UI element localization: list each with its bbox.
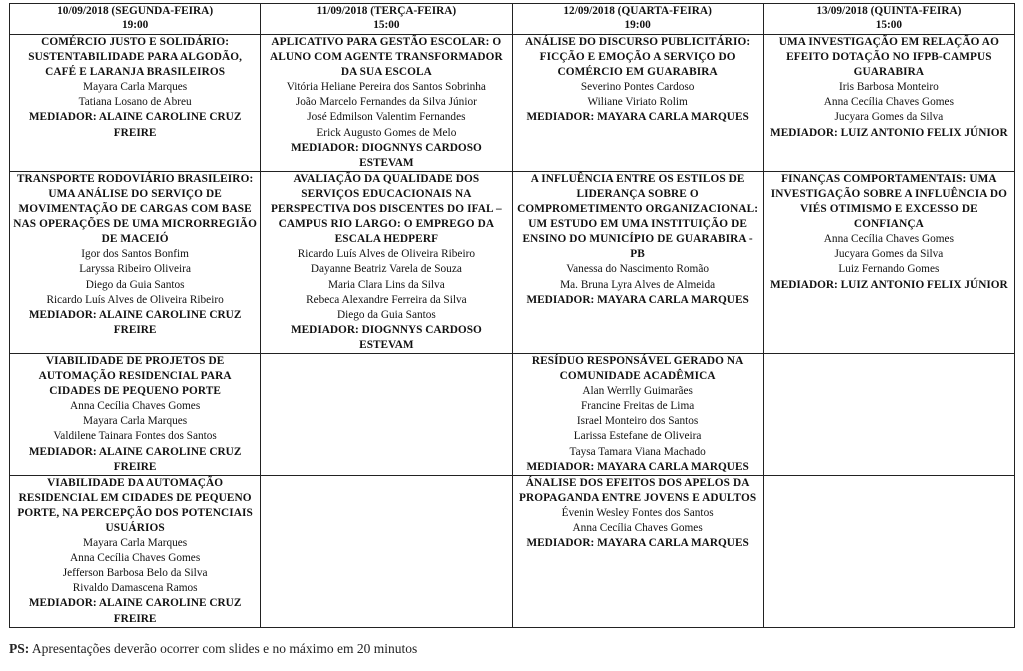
presenter-name: Severino Pontes Cardoso <box>580 81 695 94</box>
empty-cell <box>763 475 1014 627</box>
presentation-cell <box>512 353 763 475</box>
presentation-cell <box>261 35 512 172</box>
presenter-name: Ricardo Luís Alves de Oliveira Ribeiro <box>46 293 224 306</box>
empty-cell <box>261 475 512 627</box>
presentation-cell <box>10 35 261 172</box>
footer-text: Apresentações deverão ocorrer com slides e no máximo em 20 minutos <box>29 641 418 656</box>
presenter-name: Rivaldo Damascena Ramos <box>72 582 198 595</box>
header-cell <box>10 4 261 35</box>
mediator-label: MEDIADOR: ALAINE CAROLINE CRUZ FREIRE <box>28 597 242 625</box>
presenter-name: Laryssa Ribeiro Oliveira <box>79 263 191 276</box>
presenter-name: Wiliane Viriato Rolim <box>587 96 688 109</box>
mediator-label: MEDIADOR: MAYARA CARLA MARQUES <box>526 293 749 306</box>
presenter-name: Mayara Carla Marques <box>83 81 188 94</box>
presentation-cell <box>763 171 1014 353</box>
presentation-title: COMÉRCIO JUSTO E SOLIDÁRIO: SUSTENTABILIDADE PARA ALGODÃO, CAFÉ E LARANJA BRASILEIROS <box>28 36 243 79</box>
presenter-name: Alan Werrlly Guimarães <box>582 385 693 398</box>
schedule-row <box>10 475 1015 627</box>
mediator-label: MEDIADOR: DIOGNNYS CARDOSO ESTEVAM <box>290 323 482 351</box>
schedule-body <box>10 35 1015 628</box>
presentation-cell <box>10 171 261 353</box>
presentation-title: TRANSPORTE RODOVIÁRIO BRASILEIRO: UMA ANÁLISE DO SERVIÇO DE MOVIMENTAÇÃO DE CARGAS COM BASE NAS OPERAÇÕES DE UMA MICRORREGIÃO DE MACEIÓ <box>13 172 257 246</box>
mediator-label: MEDIADOR: MAYARA CARLA MARQUES <box>526 111 749 124</box>
presentation-cell <box>512 35 763 172</box>
presenter-name: Anna Cecília Chaves Gomes <box>823 96 954 109</box>
presentation-title: AVALIAÇÃO DA QUALIDADE DOS SERVIÇOS EDUCACIONAIS NA PERSPECTIVA DOS DISCENTES DO IFAL – CAMPUS RIO LARGO: O EMPREGO DA ESCALA HEDPERF <box>271 172 502 246</box>
presenter-name: Ricardo Luís Alves de Oliveira Ribeiro <box>297 248 475 261</box>
presenter-name: Maria Clara Lins da Silva <box>328 278 445 291</box>
mediator-label: MEDIADOR: DIOGNNYS CARDOSO ESTEVAM <box>290 141 482 169</box>
header-cell <box>512 4 763 35</box>
schedule-row <box>10 353 1015 475</box>
presenter-name: Vitória Heliane Pereira dos Santos Sobrinha <box>286 81 486 94</box>
presentation-title: VIABILIDADE DE PROJETOS DE AUTOMAÇÃO RESIDENCIAL PARA CIDADES DE PEQUENO PORTE <box>38 354 232 398</box>
header-time: 19:00 <box>624 19 651 31</box>
presenter-name: Vanessa do Nascimento Romão <box>566 263 709 276</box>
presenter-name: Diego da Guia Santos <box>336 308 436 321</box>
footer-note <box>9 641 417 657</box>
presenter-name: Dayanne Beatriz Varela de Souza <box>310 263 462 276</box>
presentation-title: ANÁLISE DO DISCURSO PUBLICITÁRIO: FICÇÃO E EMOÇÃO A SERVIÇO DO COMÉRCIO EM GUARABIRA <box>525 36 751 79</box>
presentation-title: UMA INVESTIGAÇÃO EM RELAÇÃO AO EFEITO DOTAÇÃO NO IFPB-CAMPUS GUARABIRA <box>778 36 999 79</box>
presenter-name: Mayara Carla Marques <box>83 537 188 550</box>
mediator-label: MEDIADOR: LUIZ ANTONIO FELIX JÚNIOR <box>770 278 1008 291</box>
presenter-name: Anna Cecília Chaves Gomes <box>572 522 703 534</box>
presentation-title: FINANÇAS COMPORTAMENTAIS: UMA INVESTIGAÇÃO SOBRE A INFLUÊNCIA DO VIÉS OTIMISMO E EXCESSO DE CONFIANÇA <box>770 172 1008 231</box>
header-date: 10/09/2018 (SEGUNDA-FEIRA) <box>57 5 214 17</box>
presentation-title: RESÍDUO RESPONSÁVEL GERADO NA COMUNIDADE ACADÊMICA <box>531 354 744 383</box>
presenter-name: Ma. Bruna Lyra Alves de Almeida <box>560 278 716 291</box>
presentation-cell <box>10 353 261 475</box>
presenter-name: Jefferson Barbosa Belo da Silva <box>62 567 208 580</box>
presenter-name: Taysa Tamara Viana Machado <box>569 445 706 458</box>
presenter-name: Iris Barbosa Monteiro <box>838 81 939 94</box>
mediator-label: MEDIADOR: ALAINE CAROLINE CRUZ FREIRE <box>28 445 242 473</box>
presenter-name: Jucyara Gomes da Silva <box>834 248 944 261</box>
header-cell <box>261 4 512 35</box>
presenter-name: Luiz Fernando Gomes <box>838 263 940 276</box>
presenter-name: Erick Augusto Gomes de Melo <box>316 126 457 139</box>
mediator-label: MEDIADOR: MAYARA CARLA MARQUES <box>526 537 749 550</box>
presenter-name: Mayara Carla Marques <box>83 415 188 428</box>
presenter-name: Anna Cecília Chaves Gomes <box>70 552 201 565</box>
presenter-name: Igor dos Santos Bonfim <box>81 248 189 261</box>
presentation-title: A INFLUÊNCIA ENTRE OS ESTILOS DE LIDERANÇA SOBRE O COMPROMETIMENTO ORGANIZACIONAL: UM ESTUDO EM UMA INSTITUIÇÃO DE ENSINO DO MUNICÍPIO DE GUARABIRA - PB <box>517 172 759 261</box>
presenter-name: Rebeca Alexandre Ferreira da Silva <box>306 293 467 306</box>
presentation-cell <box>261 171 512 353</box>
header-time: 15:00 <box>875 19 903 31</box>
mediator-label: MEDIADOR: ALAINE CAROLINE CRUZ FREIRE <box>28 308 242 336</box>
header-date: 12/09/2018 (QUARTA-FEIRA) <box>563 5 712 17</box>
presenter-name: Diego da Guia Santos <box>85 278 185 291</box>
presenter-name: Larissa Estefane de Oliveira <box>573 430 702 443</box>
presentation-cell <box>512 171 763 353</box>
presenter-name: Jucyara Gomes da Silva <box>834 111 944 124</box>
schedule-row <box>10 35 1015 172</box>
schedule-row <box>10 171 1015 353</box>
header-time: 19:00 <box>121 19 149 31</box>
presenter-name: José Edmilson Valentim Fernandes <box>307 111 466 124</box>
presenter-name: Francine Freitas de Lima <box>581 400 695 413</box>
presentation-title: VIABILIDADE DA AUTOMAÇÃO RESIDENCIAL EM CIDADES DE PEQUENO PORTE, NA PERCEPÇÃO DOS POTENCIAIS USUÁRIOS <box>17 476 253 534</box>
presentation-title: ÁNALISE DOS EFEITOS DOS APELOS DA PROPAGANDA ENTRE JOVENS E ADULTOS <box>519 476 757 504</box>
header-cell <box>763 4 1014 35</box>
mediator-label: MEDIADOR: MAYARA CARLA MARQUES <box>526 460 749 473</box>
header-row <box>10 4 1015 35</box>
presenter-name: Évenin Wesley Fontes dos Santos <box>561 506 714 519</box>
presenter-name: Israel Monteiro dos Santos <box>576 415 699 428</box>
presentation-title: APLICATIVO PARA GESTÃO ESCOLAR: O ALUNO COM AGENTE TRANSFORMADOR DA SUA ESCOLA <box>269 36 503 79</box>
presenter-name: Anna Cecília Chaves Gomes <box>823 233 954 246</box>
presenter-name: Anna Cecília Chaves Gomes <box>70 400 201 413</box>
header-date: 11/09/2018 (TERÇA-FEIRA) <box>316 5 457 17</box>
presenter-name: Tatiana Losano de Abreu <box>78 96 192 109</box>
header-date: 13/09/2018 (QUINTA-FEIRA) <box>816 5 962 17</box>
footer-label: PS: <box>9 641 30 656</box>
mediator-label: MEDIADOR: LUIZ ANTONIO FELIX JÚNIOR <box>770 126 1008 139</box>
presentation-cell <box>512 475 763 627</box>
mediator-label: MEDIADOR: ALAINE CAROLINE CRUZ FREIRE <box>28 111 242 139</box>
presenter-name: João Marcelo Fernandes da Silva Júnior <box>295 96 477 109</box>
presenter-name: Valdilene Tainara Fontes dos Santos <box>53 430 217 443</box>
schedule-table <box>9 3 1015 628</box>
empty-cell <box>261 353 512 475</box>
presentation-cell <box>763 35 1014 172</box>
presentation-cell <box>10 475 261 627</box>
empty-cell <box>763 353 1014 475</box>
header-time: 15:00 <box>373 19 400 31</box>
